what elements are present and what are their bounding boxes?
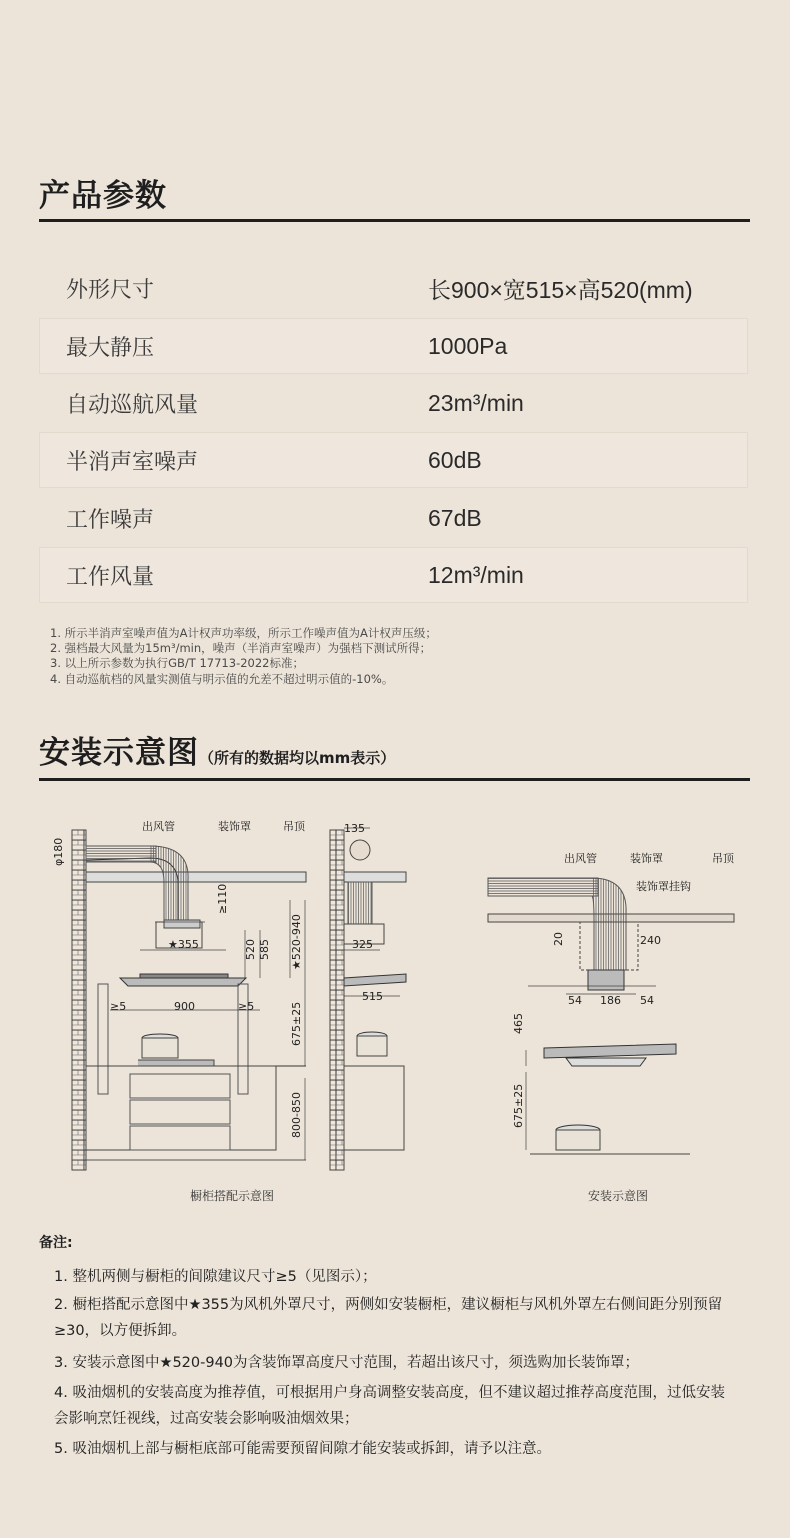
params-title: 产品参数 <box>39 178 167 214</box>
label-675-r: 675±25 <box>512 1083 525 1128</box>
label-515: 515 <box>362 990 383 1003</box>
param-row <box>39 490 748 546</box>
note-item: 2. 橱柜搭配示意图中★355为风机外罩尺寸，两侧如安装橱柜，建议橱柜与风机外罩左右侧间距分别预留≥30，以方便拆卸。 <box>54 1297 723 1339</box>
note-item: 1. 整机两侧与橱柜的间隙建议尺寸≥5（见图示）； <box>54 1269 377 1285</box>
footnote: 2. 强档最大风量为15m³/min，噪声（半消声室噪声）为强档下测试所得； <box>50 641 432 655</box>
label-star520-940: ★520-940 <box>290 914 303 970</box>
label-ge5-right: ≥5 <box>238 1000 255 1013</box>
install-title-text: 安装示意图 <box>39 735 199 771</box>
label-d180: φ180 <box>52 837 65 866</box>
note-item: 3. 安装示意图中★520-940为含装饰罩高度尺寸范围，若超出该尺寸，须选购加长装饰罩； <box>54 1355 640 1371</box>
label-hook: 装饰罩挂钩 <box>636 880 691 893</box>
install-title <box>39 727 395 772</box>
param-value: 67dB <box>428 504 482 531</box>
note-item: 5. 吸油烟机上部与橱柜底部可能需要预留间隙才能安装或拆卸，请予以注意。 <box>54 1441 551 1457</box>
label-cover: 装饰罩 <box>218 820 251 833</box>
label-800-850: 800-850 <box>290 1092 303 1138</box>
caption-cabinet: 橱柜搭配示意图 <box>190 1189 275 1203</box>
param-label: 工作风量 <box>66 564 155 590</box>
install-subtitle: （所有的数据均以mm表示） <box>199 749 396 767</box>
label-ge110: ≥110 <box>216 883 229 914</box>
label-325: 325 <box>352 938 373 951</box>
label-465: 465 <box>512 1013 525 1034</box>
label-240: 240 <box>640 934 661 947</box>
label-54-left: 54 <box>568 994 582 1007</box>
param-row <box>39 432 748 488</box>
label-585: 585 <box>258 939 271 960</box>
label-star355: ★355 <box>168 938 199 951</box>
install-title-rule <box>39 778 750 781</box>
label-duct-r: 出风管 <box>564 852 597 865</box>
label-duct: 出风管 <box>142 820 175 833</box>
note-item: 4. 吸油烟机的安装高度为推荐值，可根据用户身高调整安装高度，但不建议超过推荐高度范围，过低安装会影响烹饪视线，过高安装会影响吸油烟效果； <box>54 1385 725 1427</box>
label-186: 186 <box>600 994 621 1007</box>
param-value: 1000Pa <box>428 332 508 359</box>
caption-install: 安装示意图 <box>588 1189 649 1203</box>
param-label: 自动巡航风量 <box>66 392 199 418</box>
param-row <box>39 260 748 316</box>
footnote: 3. 以上所示参数为执行GB/T 17713-2022标准； <box>50 656 304 670</box>
notes-title: 备注: <box>39 1235 73 1251</box>
param-row <box>39 547 748 603</box>
params-title-rule <box>39 219 750 222</box>
param-row <box>39 375 748 431</box>
label-20: 20 <box>552 932 565 946</box>
param-label: 半消声室噪声 <box>66 449 199 475</box>
label-ge5-left: ≥5 <box>110 1000 127 1013</box>
param-label: 最大静压 <box>66 335 155 361</box>
installation-diagrams <box>0 810 790 1210</box>
param-value: 23m³/min <box>428 389 524 416</box>
param-row <box>39 318 748 374</box>
param-value: 60dB <box>428 446 482 473</box>
param-label: 工作噪声 <box>66 507 155 533</box>
footnote: 1. 所示半消声室噪声值为A计权声功率级，所示工作噪声值为A计权声压级； <box>50 626 437 640</box>
param-label: 外形尺寸 <box>66 277 155 303</box>
label-520: 520 <box>244 939 257 960</box>
label-54-right: 54 <box>640 994 654 1007</box>
label-135: 135 <box>344 822 365 835</box>
label-ceiling-r: 吊顶 <box>712 852 734 865</box>
label-ceiling: 吊顶 <box>283 820 305 833</box>
param-value: 12m³/min <box>428 561 524 588</box>
label-900: 900 <box>174 1000 195 1013</box>
footnote: 4. 自动巡航档的风量实测值与明示值的允差不超过明示值的-10%。 <box>50 672 394 686</box>
param-value: 长900×宽515×高520(mm) <box>428 276 693 303</box>
label-675: 675±25 <box>290 1001 303 1046</box>
label-cover-r: 装饰罩 <box>630 852 663 865</box>
